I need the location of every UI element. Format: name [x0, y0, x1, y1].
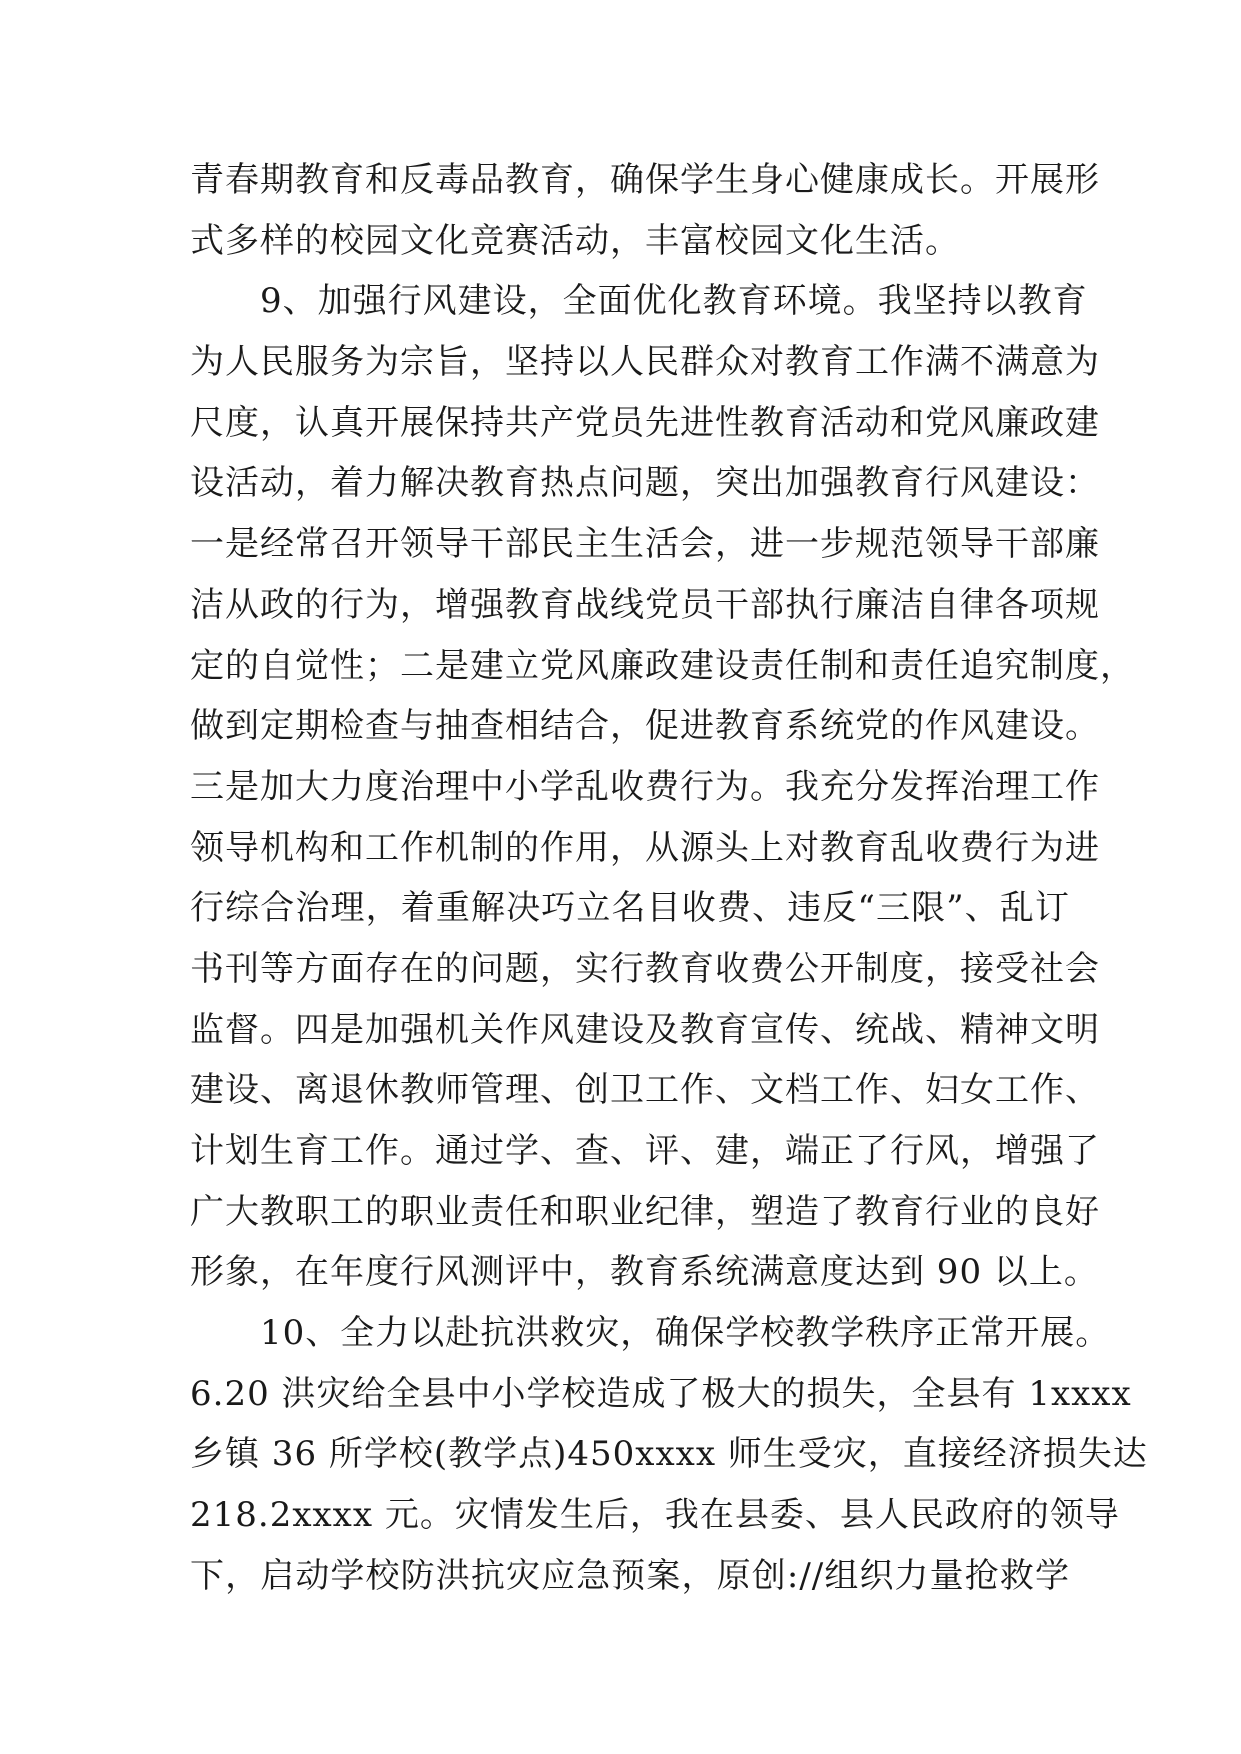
- text-line: 青春期教育和反毒品教育，确保学生身心健康成长。开展形: [190, 160, 1100, 200]
- text-line: 9、加强行风建设，全面优化教育环境。我坚持以教育: [190, 281, 1088, 322]
- text-line: 218.2xxxx 元。灾情发生后，我在县委、县人民政府的领导: [190, 1495, 1120, 1536]
- text-line: 一是经常召开领导干部民主生活会，进一步规范领导干部廉: [190, 524, 1100, 565]
- text-line: 行综合治理，着重解决巧立名目收费、违反“三限”、乱订: [190, 888, 1070, 929]
- text-line: 下，启动学校防洪抗灾应急预案，原创://组织力量抢救学: [190, 1555, 1070, 1596]
- text-line: 10、全力以赴抗洪救灾，确保学校教学秩序正常开展。: [190, 1313, 1111, 1354]
- text-line: 监督。四是加强机关作风建设及教育宣传、统战、精神文明: [190, 1009, 1100, 1050]
- text-line: 洁从政的行为，增强教育战线党员干部执行廉洁自律各项规: [190, 584, 1100, 625]
- text-line: 三是加大力度治理中小学乱收费行为。我充分发挥治理工作: [190, 766, 1100, 807]
- text-line: 做到定期检查与抽查相结合，促进教育系统党的作风建设。: [190, 706, 1100, 747]
- text-line: 书刊等方面存在的问题，实行教育收费公开制度，接受社会: [190, 948, 1100, 989]
- text-line: 计划生育工作。通过学、查、评、建，端正了行风，增强了: [190, 1131, 1100, 1171]
- body-text: [190, 150, 1148, 1607]
- text-line: 为人民服务为宗旨，坚持以人民群众对教育工作满不满意为: [190, 342, 1100, 383]
- text-line: 形象，在年度行风测评中，教育系统满意度达到 90 以上。: [190, 1252, 1099, 1293]
- text-line: 式多样的校园文化竞赛活动，丰富校园文化生活。: [190, 220, 960, 261]
- text-line: 设活动，着力解决教育热点问题，突出加强教育行风建设：: [190, 463, 1100, 504]
- text-line: 尺度，认真开展保持共产党员先进性教育活动和党风廉政建: [190, 402, 1100, 443]
- text-line: 领导机构和工作机制的作用，从源头上对教育乱收费行为进: [190, 827, 1100, 868]
- text-line: 广大教职工的职业责任和职业纪律，塑造了教育行业的良好: [190, 1191, 1100, 1232]
- text-line: 6.20 洪灾给全县中小学校造成了极大的损失，全县有 1xxxx: [190, 1373, 1132, 1414]
- text-line: 建设、离退休教师管理、创卫工作、文档工作、妇女工作、: [190, 1070, 1100, 1111]
- text-line: 乡镇 36 所学校(教学点)450xxxx 师生受灾，直接经济损失达: [190, 1434, 1148, 1475]
- text-line: 定的自觉性；二是建立党风廉政建设责任制和责任追究制度，: [190, 645, 1135, 686]
